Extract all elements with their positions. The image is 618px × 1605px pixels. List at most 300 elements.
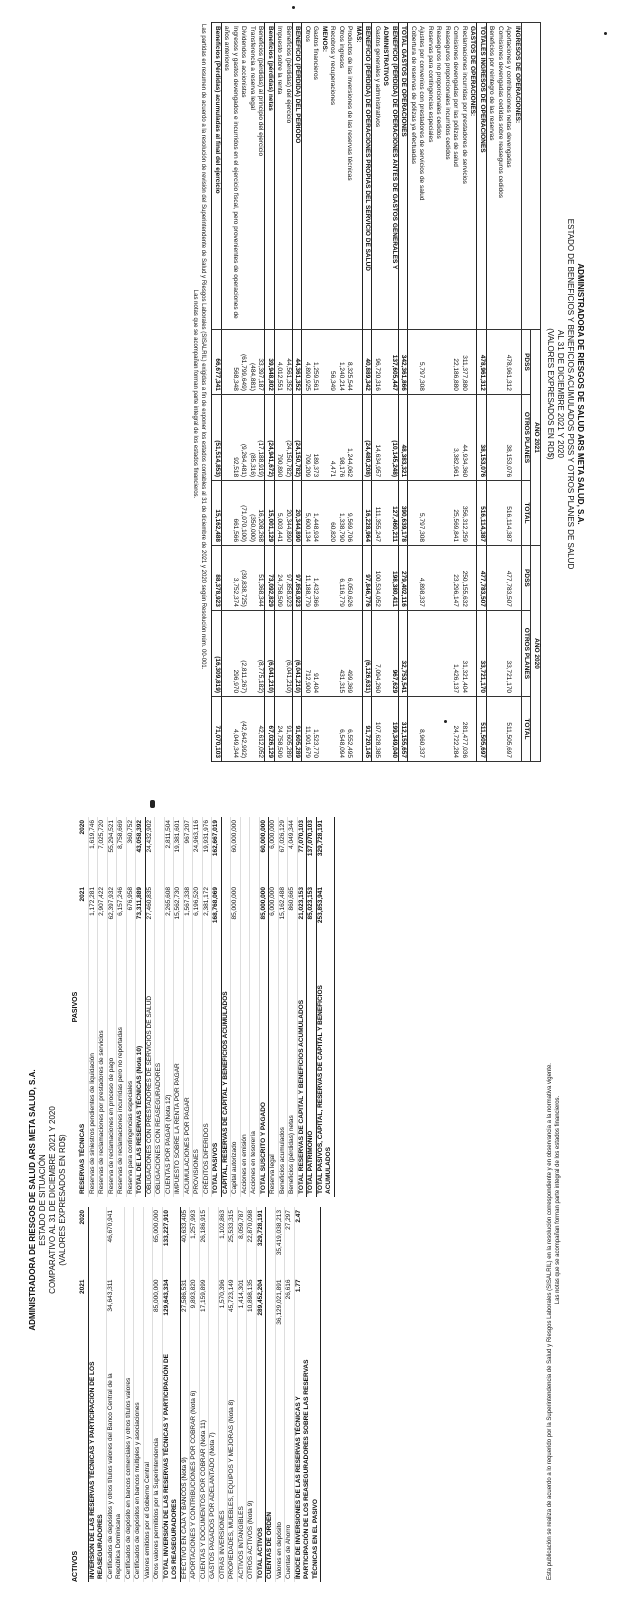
income-row-value: 477,783,507 bbox=[477, 545, 487, 610]
liabilities-row-2020: 60,000,000 bbox=[259, 817, 269, 884]
liabilities-row-2021 bbox=[221, 884, 231, 951]
income-row-value bbox=[426, 330, 435, 395]
liabilities-row-label: Reserva para contingencias especiales bbox=[126, 951, 136, 1197]
income-row-value: 1,523,770 bbox=[311, 697, 320, 762]
income-row-value: 107,628,385 bbox=[372, 697, 381, 762]
income-row-value: 16,228,964 bbox=[363, 481, 373, 546]
income-row-value: 8,325,544 bbox=[345, 330, 354, 395]
liabilities-row-2021: 85,000,000 bbox=[259, 884, 269, 951]
liabilities-row-2021: 860,665 bbox=[288, 884, 298, 951]
liabilities-row-2020: 8,758,669 bbox=[117, 817, 127, 884]
liabilities-row bbox=[202, 817, 212, 1197]
liabilities-row bbox=[250, 817, 260, 1197]
income-row-value bbox=[354, 330, 363, 395]
liabilities-row bbox=[269, 817, 279, 1197]
assets-col-label bbox=[79, 1346, 88, 1582]
income-row-value bbox=[354, 697, 363, 762]
assets-row-2021: 129,643,334 bbox=[162, 1277, 180, 1347]
income-row-value: 478,961,312 bbox=[504, 330, 513, 395]
income-row-label: Reaseguros proporcionales incurridos cedidos bbox=[443, 23, 452, 330]
liabilities-row bbox=[136, 817, 146, 1197]
liabilities-row-2020: 60,000,000 bbox=[231, 817, 241, 884]
income-row-label: Beneficios (pérdidas) netas bbox=[265, 23, 275, 330]
income-row-value: (6,041,210) bbox=[265, 610, 275, 696]
income-row-value bbox=[328, 697, 337, 762]
income-row-value bbox=[496, 545, 505, 610]
assets-row-2021: 27,586,531 bbox=[180, 1277, 190, 1347]
income-row-value bbox=[468, 697, 477, 762]
income-row-value bbox=[426, 394, 435, 480]
income-row bbox=[345, 23, 354, 762]
assets-table-body bbox=[88, 1207, 321, 1582]
assets-row bbox=[266, 1207, 276, 1582]
assets-row-label: Otros valores permitidos por la Superintendencia bbox=[153, 1346, 163, 1582]
income-row-value: 3,752,374 bbox=[222, 545, 240, 610]
liabilities-row-2020: 967,207 bbox=[183, 817, 193, 884]
balance-header bbox=[28, 810, 68, 1590]
assets-row-2020: 27,297 bbox=[285, 1207, 295, 1277]
assets-row-label: ACTIVOS INTANGIBLES bbox=[237, 1346, 247, 1582]
liabilities-row-label: TOTAL RESERVAS DE CAPITAL Y BENEFICIOS ACUMULADOS bbox=[297, 951, 307, 1197]
income-row-value bbox=[513, 330, 522, 395]
assets-row-2021: 289,452,204 bbox=[256, 1277, 266, 1347]
income-row bbox=[363, 23, 373, 762]
income-row-value: 5,797,308 bbox=[417, 481, 426, 546]
liabilities-row-label: TOTAL PASIVOS bbox=[212, 951, 222, 1197]
income-col-pdss: PDSS bbox=[522, 330, 532, 395]
income-row-value: 1,448,934 bbox=[311, 481, 320, 546]
income-title-1: ADMINISTRADORA DE RIESGOS DE SALUD ARS META SALUD, S.A. bbox=[576, 263, 585, 525]
income-row-value: 250,155,632 bbox=[460, 545, 469, 610]
liabilities-row-label: Acciones en tesorería bbox=[250, 951, 260, 1197]
scan-speck bbox=[444, 720, 447, 723]
income-row-label: BENEFICIO (PÉRDIDA) DEL PERIODO bbox=[293, 23, 303, 330]
income-row-value: 6,116,779 bbox=[337, 545, 346, 610]
assets-row-label: EFECTIVO EN CAJA Y BANCOS (Nota 9) bbox=[180, 1346, 190, 1582]
liabilities-row-2021 bbox=[155, 884, 165, 951]
income-row-value bbox=[354, 610, 363, 696]
income-statement-sheet bbox=[29, 14, 589, 774]
balance-title-3: COMPARATIVO AL 31 DE DICIEMBRE 2021 Y 2020 bbox=[48, 1106, 57, 1294]
income-row bbox=[451, 23, 460, 762]
income-row-value: 4,012,551 bbox=[275, 330, 284, 395]
income-row-value bbox=[468, 610, 477, 696]
assets-row-2020: 1,102,863 bbox=[218, 1207, 228, 1277]
income-row-value: 15,162,488 bbox=[212, 481, 222, 546]
income-row-value: (51,514,853) bbox=[212, 394, 222, 480]
income-row-value bbox=[487, 545, 496, 610]
income-row bbox=[328, 23, 337, 762]
income-title-3: AL 31 DE DICIEMBRE 2021 Y 2020 bbox=[556, 330, 565, 458]
liabilities-row-2020: 2,811,504 bbox=[164, 817, 174, 884]
assets-row-2020: 2.47 bbox=[294, 1207, 321, 1277]
income-row-value: 73,092,829 bbox=[265, 545, 275, 610]
liabilities-row-label: TOTAL SUSCRITO Y PAGADO bbox=[259, 951, 269, 1197]
income-row-value bbox=[443, 394, 452, 480]
income-row-value: 11,901,679 bbox=[302, 697, 311, 762]
income-row-value: 312,155,657 bbox=[399, 697, 409, 762]
assets-row bbox=[153, 1207, 163, 1582]
liabilities-row-2021: 1,567,338 bbox=[183, 884, 193, 951]
assets-row-2020 bbox=[209, 1207, 219, 1277]
income-row-value: 311,377,880 bbox=[460, 330, 469, 395]
assets-col-2020: 2020 bbox=[79, 1207, 88, 1277]
liabilities-row-2020: 77,070,103 bbox=[297, 817, 307, 884]
liabilities-row-2021: 2,265,608 bbox=[164, 884, 174, 951]
income-row-value bbox=[487, 697, 496, 762]
income-row-value bbox=[434, 330, 443, 395]
income-row-value: (8,775,182) bbox=[256, 610, 265, 696]
income-row-value: 24,722,284 bbox=[451, 697, 460, 762]
income-row-value: (6,041,210) bbox=[293, 610, 303, 696]
liabilities-row bbox=[98, 817, 108, 1197]
income-row bbox=[443, 23, 452, 762]
assets-table bbox=[79, 1207, 321, 1582]
income-row-value bbox=[468, 330, 477, 395]
liabilities-row bbox=[278, 817, 288, 1197]
liabilities-row-label: Beneficios (pérdidas) netas bbox=[288, 951, 298, 1197]
income-row-value: 4,898,337 bbox=[417, 545, 426, 610]
assets-row bbox=[228, 1207, 238, 1582]
liabilities-row bbox=[145, 817, 155, 1197]
income-row-value bbox=[248, 545, 257, 610]
assets-row-2020: 46,670,941 bbox=[106, 1207, 124, 1277]
liabilities-row bbox=[212, 817, 222, 1197]
income-col-label-head bbox=[522, 23, 541, 330]
assets-row-label: GASTOS PAGADOS POR ADELANTADO (Nota 7) bbox=[209, 1346, 219, 1582]
assets-row bbox=[285, 1207, 295, 1582]
income-row-value bbox=[443, 545, 452, 610]
income-row-value: (6,126,631) bbox=[363, 610, 373, 696]
income-row-value: 1,240,214 bbox=[337, 330, 346, 395]
liabilities-row bbox=[107, 817, 117, 1197]
liabilities-row-label: TOTAL DE LAS RESERVAS TÉCNICAS (Nota 10) bbox=[136, 951, 146, 1197]
income-row-value: 97,846,776 bbox=[363, 545, 373, 610]
assets-row-2021: 1.77 bbox=[294, 1277, 321, 1347]
liabilities-row-2021: 21,023,153 bbox=[297, 884, 307, 951]
assets-row-2020: 65,000,000 bbox=[153, 1207, 163, 1277]
liabilities-heading: PASIVOS bbox=[72, 991, 79, 1023]
income-row-label: Beneficios por reintegro de las reservas bbox=[487, 23, 496, 330]
assets-row bbox=[209, 1207, 219, 1582]
income-row-label: Reservas para contingencias especiales bbox=[426, 23, 435, 330]
assets-row bbox=[256, 1207, 266, 1582]
income-row-value: (6,041,210) bbox=[284, 610, 293, 696]
income-row-value bbox=[434, 394, 443, 480]
liabilities-row-2021: 27,460,835 bbox=[145, 884, 155, 951]
balance-footnote-2: Las notas que se acompañan forman parte integral de los estados financieros. bbox=[555, 1095, 561, 1305]
income-row bbox=[372, 23, 381, 762]
liabilities-row-2021: 6,157,246 bbox=[117, 884, 127, 951]
income-row-label: BENEFICIO (PÉRDIDA) DE OPERACIONES PROPIAS DEL SERVICIO DE SALUD bbox=[363, 23, 373, 330]
liabilities-row-label: OBLIGACIONES CON REASEGURADORES bbox=[155, 951, 165, 1197]
income-row-value bbox=[513, 545, 522, 610]
assets-row-label: OTROS ACTIVOS (Nota 9) bbox=[247, 1346, 257, 1582]
income-row bbox=[381, 23, 399, 762]
balance-title-1: ADMINISTRADORA DE RIESGOS DE SALUD ARS META SALUD, S.A. bbox=[28, 1069, 37, 1331]
income-row-label: Beneficios (pérdidas) al principio del ejercicio bbox=[256, 23, 265, 330]
assets-row-2020 bbox=[134, 1207, 144, 1277]
income-row-value: 709,209 bbox=[302, 394, 311, 480]
income-row-value: (39,838,725) bbox=[239, 545, 248, 610]
liabilities-row bbox=[79, 817, 88, 1197]
income-row-value: 6,552,495 bbox=[345, 697, 354, 762]
income-row-value: 511,505,697 bbox=[504, 697, 513, 762]
income-row-value: 38,153,076 bbox=[504, 394, 513, 480]
income-row-label: BENEFICIO (PÉRDIDA) DE OPERACIONES ANTES DE GASTOS GENERALES Y ADMINISTRATIVOS bbox=[381, 23, 399, 330]
liabilities-row bbox=[307, 817, 317, 1197]
income-row-value: (16,309,819) bbox=[212, 610, 222, 696]
assets-row-2021 bbox=[266, 1277, 276, 1347]
income-row-value bbox=[434, 610, 443, 696]
income-col-total: TOTAL bbox=[522, 481, 532, 546]
liabilities-row-2021: 6,000,000 bbox=[269, 884, 279, 951]
income-title-2: ESTADO DE BENEFICIOS Y BENEFICIOS ACUMULADOS PDSS Y OTROS PLANES DE SALUD bbox=[566, 218, 575, 570]
income-footnote bbox=[192, 24, 208, 764]
income-row-value: 5,600,134 bbox=[302, 481, 311, 546]
liabilities-row bbox=[155, 817, 165, 1197]
liabilities-row-2021: 2,907,422 bbox=[98, 884, 108, 951]
income-row-value: 51,368,344 bbox=[256, 545, 265, 610]
assets-row-label: PROPIEDADES, MUEBLES, EQUIPOS Y MEJORAS (Nota 8) bbox=[228, 1346, 238, 1582]
liabilities-row-label: Reservas de siniestros pendientes de liquidación bbox=[88, 951, 98, 1197]
income-row-value: 33,397,187 bbox=[256, 330, 265, 395]
income-row-value: 40,889,342 bbox=[363, 330, 373, 395]
income-row-value: 1,426,137 bbox=[451, 610, 460, 696]
scan-speck bbox=[292, 6, 295, 9]
assets-row-label: ÍNDICE DE INVERSIONES DE LAS RESERVAS TÉCNICAS Y PARTICIPACIÓN DE LOS REASEGURADORES SOBRE LAS RESERVAS TÉCNICAS EN EL PASIVO bbox=[294, 1346, 321, 1582]
liabilities-table-body bbox=[79, 817, 334, 1197]
assets-row-label: APORTACIONES Y CONTRIBUCIONES POR COBRAR (Nota 6) bbox=[190, 1346, 200, 1582]
assets-row bbox=[88, 1207, 106, 1582]
assets-row-2021 bbox=[209, 1277, 219, 1347]
assets-row-label: Certificados de depósito en bancos comerciales y otros títulos valores bbox=[124, 1346, 134, 1582]
income-row-value: 23,296,147 bbox=[451, 545, 460, 610]
liabilities-row-2021: 676,958 bbox=[126, 884, 136, 951]
income-row-label: Comisiones devengadas cedidas sobre reaseguros cedidos bbox=[496, 23, 505, 330]
income-row-value: 71,070,103 bbox=[212, 697, 222, 762]
assets-row-2021 bbox=[134, 1277, 144, 1347]
income-row bbox=[354, 23, 363, 762]
income-row-value bbox=[408, 545, 417, 610]
liabilities-row bbox=[297, 817, 307, 1197]
income-row-value: 91,720,145 bbox=[363, 697, 373, 762]
assets-row bbox=[143, 1207, 153, 1582]
income-row-value: 22,186,880 bbox=[451, 330, 460, 395]
liabilities-row-2020: 55,294,521 bbox=[107, 817, 117, 884]
income-row-value bbox=[513, 481, 522, 546]
income-row-value: (24,480,208) bbox=[363, 394, 373, 480]
income-row-value: 16,208,268 bbox=[256, 481, 265, 546]
liabilities-row-label: OBLIGACIONES CON PRESTADORES DE SERVICIOS DE SALUD bbox=[145, 951, 155, 1197]
income-row-value: 39,948,802 bbox=[265, 330, 275, 395]
liabilities-row-label: CAPITAL, RESERVAS DE CAPITAL Y BENEFICIOS ACUMULADOS bbox=[221, 951, 231, 1197]
liabilities-row-2020 bbox=[221, 817, 231, 884]
assets-row-2020: 329,728,191 bbox=[256, 1207, 266, 1277]
income-row-value bbox=[354, 545, 363, 610]
liabilities-row-label: CUENTAS POR PAGAR (Nota 12) bbox=[164, 951, 174, 1197]
income-row-label: INGRESOS DE OPERACIONES: bbox=[513, 23, 522, 330]
income-row bbox=[426, 23, 435, 762]
liabilities-row-2021: 15,162,488 bbox=[278, 884, 288, 951]
income-row bbox=[320, 23, 329, 762]
assets-row-2021: 45,723,149 bbox=[228, 1277, 238, 1347]
income-row bbox=[265, 23, 275, 762]
assets-row bbox=[124, 1207, 134, 1582]
income-row-value bbox=[443, 330, 452, 395]
income-row-value bbox=[408, 481, 417, 546]
assets-row bbox=[134, 1207, 144, 1582]
liabilities-row bbox=[164, 817, 174, 1197]
liabilities-row-label: Acciones en emisión bbox=[240, 951, 250, 1197]
income-row-label: Beneficios (pérdidas) del ejercicio bbox=[284, 23, 293, 330]
income-row-value: (24,941,672) bbox=[265, 394, 275, 480]
liabilities-row-2021: 6,196,520 bbox=[193, 884, 203, 951]
income-row-value: 1,338,790 bbox=[337, 481, 346, 546]
income-row-label: Impuesto sobre la renta bbox=[275, 23, 284, 330]
income-row-value: 98,176 bbox=[337, 394, 346, 480]
income-row-value bbox=[496, 481, 505, 546]
income-row-value: 91,605,289 bbox=[284, 697, 293, 762]
assets-row-2020: 8,059,787 bbox=[237, 1207, 247, 1277]
income-row-value: (17,188,919) bbox=[256, 394, 265, 480]
income-row-value bbox=[248, 610, 257, 696]
liabilities-row-label: Reserva legal bbox=[269, 951, 279, 1197]
income-row bbox=[284, 23, 293, 762]
assets-column bbox=[72, 1207, 321, 1582]
income-row-label: Reclamaciones incurridas por prestadores de servicios bbox=[460, 23, 469, 330]
income-row-value: 7,094,260 bbox=[372, 610, 381, 696]
income-row-value: (24,150,782) bbox=[293, 394, 303, 480]
income-row-label: Dividendos a accionistas bbox=[239, 23, 248, 330]
income-row-value bbox=[496, 697, 505, 762]
income-row-label: MENOS: bbox=[320, 23, 329, 330]
income-row-label: Transferencia a reserva legal bbox=[248, 23, 257, 330]
income-row-value: 279,402,116 bbox=[399, 545, 409, 610]
income-row bbox=[275, 23, 284, 762]
income-row-value: (24,150,782) bbox=[284, 394, 293, 480]
income-row-value: 568,348 bbox=[222, 330, 240, 395]
income-row-value: 44,561,352 bbox=[284, 330, 293, 395]
income-row-value bbox=[487, 330, 496, 395]
income-row-label: Recobros y recuperaciones bbox=[328, 23, 337, 330]
liabilities-row bbox=[316, 817, 334, 1197]
income-row-value: (71,070,100) bbox=[239, 481, 248, 546]
assets-row-2021: 17,159,899 bbox=[199, 1277, 209, 1347]
income-row-value bbox=[443, 481, 452, 546]
income-row-value: 342,361,866 bbox=[399, 330, 409, 395]
liabilities-row bbox=[259, 817, 269, 1197]
income-row-value: 5,797,308 bbox=[417, 330, 426, 395]
income-title-4: (VALORES EXPRESADOS EN RD$) bbox=[546, 328, 555, 460]
income-row-value: (85,316) bbox=[248, 394, 257, 480]
liabilities-row-2020: 329,728,191 bbox=[316, 817, 334, 884]
assets-row-2020: 25,533,315 bbox=[228, 1207, 238, 1277]
income-row-value bbox=[320, 610, 329, 696]
liabilities-row bbox=[126, 817, 136, 1197]
assets-row bbox=[180, 1207, 190, 1582]
assets-row-2020: 1,257,993 bbox=[190, 1207, 200, 1277]
scan-speck bbox=[150, 800, 155, 808]
income-row-value: 6,050,626 bbox=[345, 545, 354, 610]
income-row-value bbox=[487, 481, 496, 546]
income-row-value bbox=[434, 481, 443, 546]
income-row bbox=[302, 23, 311, 762]
income-row-value: 127,460,211 bbox=[381, 481, 399, 546]
liabilities-row-label: RESERVAS TÉCNICAS bbox=[79, 951, 88, 1197]
assets-row-2021: 1,570,396 bbox=[218, 1277, 228, 1347]
income-row-value: 790,890 bbox=[275, 394, 284, 480]
income-table bbox=[212, 22, 542, 762]
income-row-value: 33,721,170 bbox=[504, 610, 513, 696]
income-row-label: GASTOS DE OPERACIONES: bbox=[468, 23, 477, 330]
balance-columns bbox=[72, 818, 542, 1582]
income-row-value: 281,477,036 bbox=[460, 697, 469, 762]
income-row-value: (2,811,267) bbox=[239, 610, 248, 696]
liabilities-row-label: CRÉDITOS DIFERIDOS bbox=[202, 951, 212, 1197]
income-row-value bbox=[443, 610, 452, 696]
assets-row-2020: 133,227,910 bbox=[162, 1207, 180, 1277]
liabilities-row-2020 bbox=[155, 817, 165, 884]
liabilities-row-2020: 1,619,746 bbox=[88, 817, 98, 884]
balance-footnote-1: Esta publicación se realiza de acuerdo a lo requerido por la Superintendencia de Salud y Riesgos Laborales (SISALRIL) en la resolución correspondiente y en observancia a la normativa vigente. bbox=[547, 1063, 553, 1580]
assets-row-2021: 10,898,135 bbox=[247, 1277, 257, 1347]
assets-row-2020: 40,633,405 bbox=[180, 1207, 190, 1277]
income-row bbox=[513, 23, 522, 762]
liabilities-row-2020: 19,381,601 bbox=[174, 817, 184, 884]
assets-row-2021 bbox=[124, 1277, 134, 1347]
income-row-value: 3,382,961 bbox=[451, 394, 460, 480]
liabilities-row-2021: 62,397,932 bbox=[107, 884, 117, 951]
assets-row-label: Certificados de depósitos y otros títulos valores del Banco Central de la República Dominicana bbox=[106, 1346, 124, 1582]
liabilities-row-2021: 168,768,069 bbox=[212, 884, 222, 951]
assets-row-2021: 1,414,301 bbox=[237, 1277, 247, 1347]
liabilities-row-2021: 2,381,172 bbox=[202, 884, 212, 951]
income-row-value: 1,244,062 bbox=[345, 394, 354, 480]
income-row-value bbox=[408, 610, 417, 696]
income-row-label: Gastos financieros bbox=[311, 23, 320, 330]
balance-sheet bbox=[24, 810, 584, 1590]
income-row-value: 137,605,447 bbox=[381, 330, 399, 395]
income-row-value: 4,890,925 bbox=[302, 330, 311, 395]
assets-row-label: Certificados de depósitos en bancos múltiples y asociaciones bbox=[134, 1346, 144, 1582]
income-row-value: 91,404 bbox=[311, 610, 320, 696]
income-row-value: 32,753,541 bbox=[399, 610, 409, 696]
income-row bbox=[477, 23, 487, 762]
income-row-value: 511,505,697 bbox=[477, 697, 487, 762]
income-row-label: TOTAL GASTOS DE OPERACIONES bbox=[399, 23, 409, 330]
income-header bbox=[545, 14, 585, 774]
income-row-value bbox=[513, 394, 522, 480]
income-row-value: 42,612,052 bbox=[256, 697, 265, 762]
income-row bbox=[222, 23, 240, 762]
assets-row-2021: 34,643,311 bbox=[106, 1277, 124, 1347]
income-row-value: 967,629 bbox=[381, 610, 399, 696]
income-row-value: 44,934,360 bbox=[460, 394, 469, 480]
liabilities-row-2021: 73,311,889 bbox=[136, 884, 146, 951]
assets-row-label: Valores en depósito bbox=[275, 1346, 285, 1582]
liabilities-row-2020 bbox=[240, 817, 250, 884]
income-row-value: 24,758,509 bbox=[275, 545, 284, 610]
assets-row-2020: 26,186,915 bbox=[199, 1207, 209, 1277]
liabilities-column bbox=[72, 817, 335, 1197]
income-row-value bbox=[408, 394, 417, 480]
assets-row-label: INVERSIÓN DE LAS RESERVAS TÉCNICAS Y PARTICIPACIÓN DE LOS REASEGURADORES bbox=[88, 1346, 106, 1582]
income-row bbox=[239, 23, 248, 762]
liabilities-row bbox=[193, 817, 203, 1197]
liabilities-row-2020: 67,026,129 bbox=[278, 817, 288, 884]
liabilities-row-2020: 2020 bbox=[79, 817, 88, 884]
